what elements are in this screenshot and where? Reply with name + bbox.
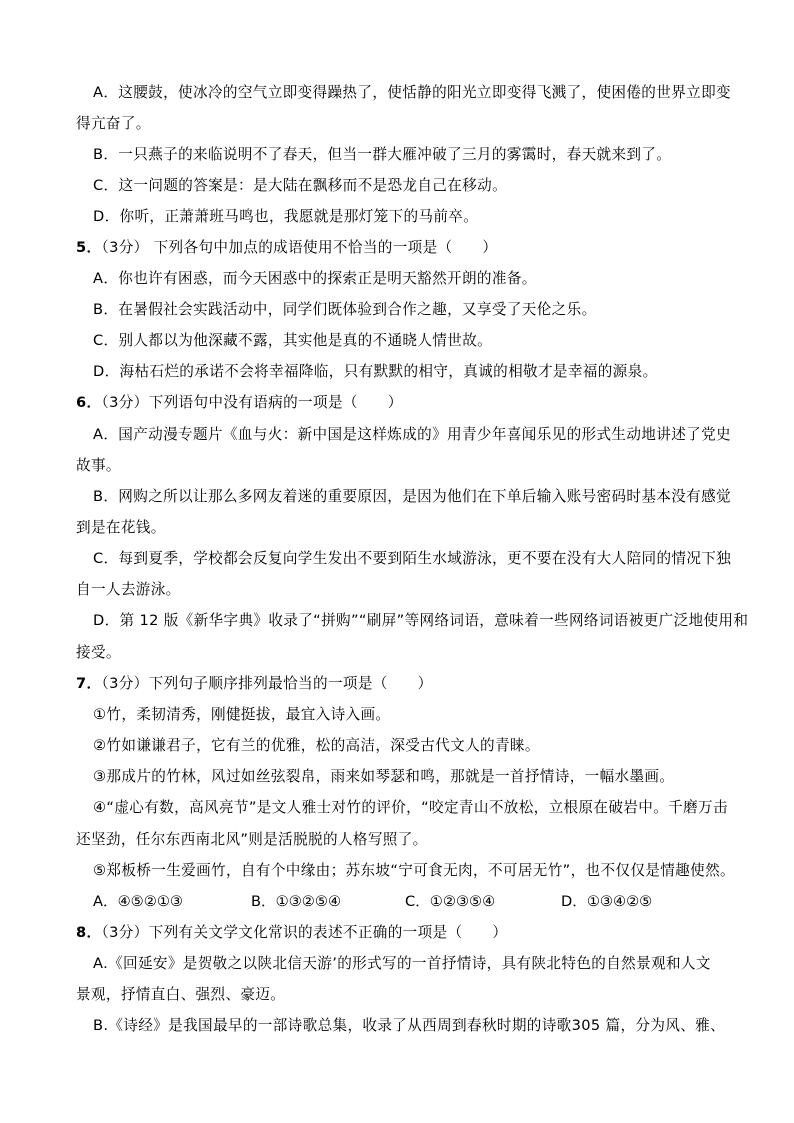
- q7-option-d: D．①③④②⑤: [561, 893, 653, 910]
- q7-sentence-2: ②竹如谦谦君子，它有兰的优雅，松的高洁，深受古代文人的青睐。: [93, 737, 540, 754]
- q7-sentence-4-line1: ④“虚心有数，高风亮节”是文人雅士对竹的评价，“咬定青山不放松，立根原在破岩中。千磨万击: [93, 799, 728, 816]
- q7-sentence-3: ③那成片的竹林，风过如丝弦裂帛，雨来如琴瑟和鸣，那就是一首抒情诗，一幅水墨画。: [93, 768, 675, 785]
- q5-option-c: C．别人都以为他深藏不露，其实他是真的不通晓人情世故。: [93, 332, 493, 349]
- q5-number: 5．: [76, 239, 102, 256]
- q6-option-b-line1: B．网购之所以让那么多网友着迷的重要原因，是因为他们在下单后输入账号密码时基本没有感觉: [93, 488, 732, 505]
- q8-option-a-line2: 景观，抒情直白、强烈、豪迈。: [76, 986, 286, 1003]
- q6-number: 6．: [76, 394, 102, 411]
- q6-option-d-line2: 接受。: [76, 644, 121, 661]
- q7-sentence-4-line2: 还坚劲，任尔东西南北风”则是活脱脱的人格写照了。: [76, 831, 428, 848]
- q8-text: （3分）下列有关文学文化常识的表述不正确的一项是（ ）: [101, 924, 508, 941]
- q4-option-d: D．你听，正萧萧班马鸣也，我愿就是那灯笼下的马前卒。: [93, 208, 479, 225]
- q4-option-b: B．一只燕子的来临说明不了春天，但当一群大雁冲破了三月的雾霭时，春天就来到了。: [93, 146, 672, 163]
- q5-text: （3分） 下列各句中加点的成语使用不恰当的一项是（ ）: [101, 239, 498, 256]
- q6-option-d-line1: D．第 12 版《新华字典》收录了“拼购”“刷屏”等网络词语，意味着一些网络词语被更广泛地使用和: [93, 612, 749, 629]
- q5-option-b: B．在暑假社会实践活动中，同学们既体验到合作之趣，又享受了天伦之乐。: [93, 301, 597, 318]
- q6-option-a-line2: 故事。: [76, 457, 121, 474]
- q6-option-c-line2: 自一人去游泳。: [76, 581, 181, 598]
- q4-option-a-line1: A．这腰鼓，使冰冷的空气立即变得躁热了，使恬静的阳光立即变得飞溅了，使困倦的世界立即变: [93, 84, 731, 101]
- q8-option-a-line1: A.《回延安》是贺敬之以陕北信天游’的形式写的一首抒情诗，具有陕北特色的自然景观和人文: [93, 955, 711, 972]
- q7-text: （3分）下列句子顺序排列最恰当的一项是（ ）: [101, 675, 433, 692]
- q5-stem: [76, 238, 497, 258]
- q7-sentence-5: ⑤郑板桥一生爱画竹，自有个中缘由；苏东坡“宁可食无肉，不可居无竹”，也不仅仅是情趣使然。: [93, 862, 735, 879]
- q7-option-c: C．①②③⑤④: [405, 893, 496, 910]
- q6-option-c-line1: C．每到夏季，学校都会反复向学生发出不要到陌生水域游泳，更不要在没有大人陪同的情况下独: [93, 550, 732, 567]
- q6-option-a-line1: A．国产动漫专题片《血与火：新中国是这样炼成的》用青少年喜闻乐见的形式生动地讲述了党史: [93, 426, 731, 443]
- q8-option-b-line1: B.《诗经》是我国最早的一部诗歌总集，收录了从西周到春秋时期的诗歌305 篇，分为风、雅、: [93, 1017, 726, 1034]
- q7-option-a: A．④⑤②①③: [93, 893, 183, 910]
- q7-number: 7．: [76, 675, 102, 692]
- q4-option-c: C．这一问题的答案是：是大陆在飘移而不是恐龙自己在移动。: [93, 177, 508, 194]
- q7-option-b: B．①③②⑤④: [251, 893, 342, 910]
- q7-options-row: [93, 892, 652, 912]
- q6-text: （3分）下列语句中没有语病的一项是（ ）: [101, 394, 403, 411]
- q7-sentence-1: ①竹，柔韧清秀，刚健挺拔，最宜入诗入画。: [93, 706, 391, 723]
- q8-stem: [76, 923, 507, 943]
- q4-option-a-line2: 得亢奋了。: [76, 115, 151, 132]
- q5-option-d: D．海枯石烂的承诺不会将幸福降临，只有默默的相守，真诚的相敬才是幸福的源泉。: [93, 363, 658, 380]
- q6-stem: [76, 393, 403, 413]
- q6-option-b-line2: 到是在花钱。: [76, 519, 166, 536]
- q7-stem: [76, 674, 433, 694]
- q8-number: 8．: [76, 924, 102, 941]
- q5-option-a: A．你也许有困惑，而今天困惑中的探索正是明天豁然开朗的准备。: [93, 270, 537, 287]
